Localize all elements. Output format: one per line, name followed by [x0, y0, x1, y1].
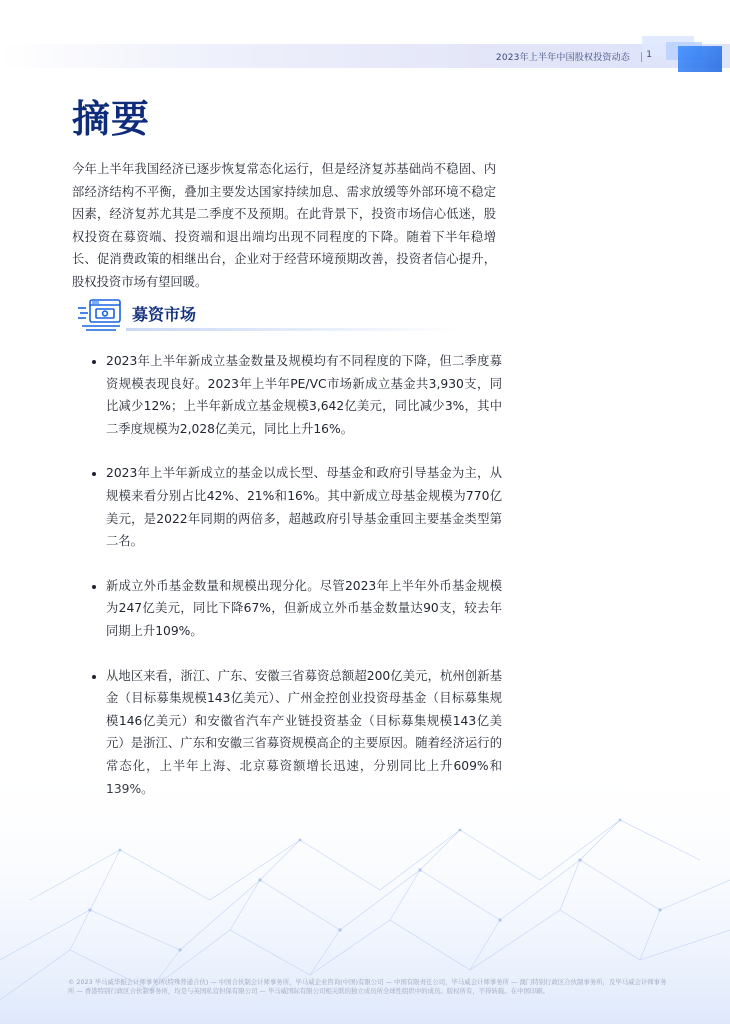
running-title: 2023年上半年中国股权投资动态	[495, 53, 630, 63]
money-screen-icon	[76, 296, 126, 334]
bullet-text: 2023年上半年新成立的基金以成长型、母基金和政府引导基金为主，从规模来看分别占比42%、21%和16%。其中新成立母基金规模为770亿美元，是2022年同期的两倍多，超越政府引导基金重回主要基金类型第二名。	[106, 466, 502, 549]
footer-disclaimer: © 2023 毕马威华振会计师事务所(特殊普通合伙) — 中国合伙制会计师事务所，毕马威企业咨询(中国)有限公司 — 中国有限责任公司，毕马威会计师事务所 — 澳门特别行政区合伙制事务所，及毕马威会计师事务所 — 香港特别行政区合伙制事务所，均是与英国私营担保有限公司 — 毕马威国际有限公司相关联的独立成员所全球性组织中的成员。版权所有，不得转载。在中国印刷。	[68, 978, 667, 995]
header-divider	[641, 52, 642, 62]
intro-paragraph: 今年上半年我国经济已逐步恢复常态化运行，但是经济复苏基础尚不稳固、内部经济结构不平衡，叠加主要发达国家持续加息、需求放缓等外部环境不稳定因素，经济复苏尤其是二季度不及预期。在此背景下，投资市场信心低迷，股权投资在募资端、投资端和退出端均出现不同程度的下降。随着下半年稳增长、促消费政策的相继出台，企业对于经营环境预期改善，投资者信心提升，股权投资市场有望回暖。	[72, 162, 496, 289]
list-item	[92, 575, 502, 643]
bullet-list	[92, 350, 502, 822]
bullet-text: 新成立外币基金数量和规模出现分化。尽管2023年上半年外币基金规模为247亿美元，同比下降67%，但新成立外币基金数量达90支，较去年同期上升109%。	[106, 578, 502, 638]
page-number: 1	[646, 50, 652, 60]
bullet-icon	[92, 585, 96, 589]
bullet-text: 从地区来看，浙江、广东、安徽三省募资总额超200亿美元，杭州创新基金（目标募集规模143亿美元）、广州金控创业投资母基金（目标募集规模146亿美元）和安徽省汽车产业链投资基金（目标募集规模143亿美元）是浙江、广东和安徽三省募资规模高企的主要原因。随着经济运行的	[106, 668, 502, 751]
bullet-text: 2023年上半年新成立基金数量及规模均有不同程度的下降，但二季度募资规模表现良好。2023年上半年PE/VC市场新成立基金共3,930支，同比减少12%；上半年新成立基金规模3,642亿美元，同比减少3%，其中二季度规模为2,028亿美元，同比上升16%。	[106, 354, 502, 436]
list-item	[92, 462, 502, 552]
bullet-icon	[92, 472, 96, 476]
section-underline	[126, 328, 462, 331]
bullet-icon	[92, 360, 96, 364]
page-title: 摘要	[72, 97, 151, 141]
list-item	[92, 350, 502, 440]
section-title: 募资市场	[132, 305, 197, 324]
bullet-icon	[92, 675, 96, 679]
